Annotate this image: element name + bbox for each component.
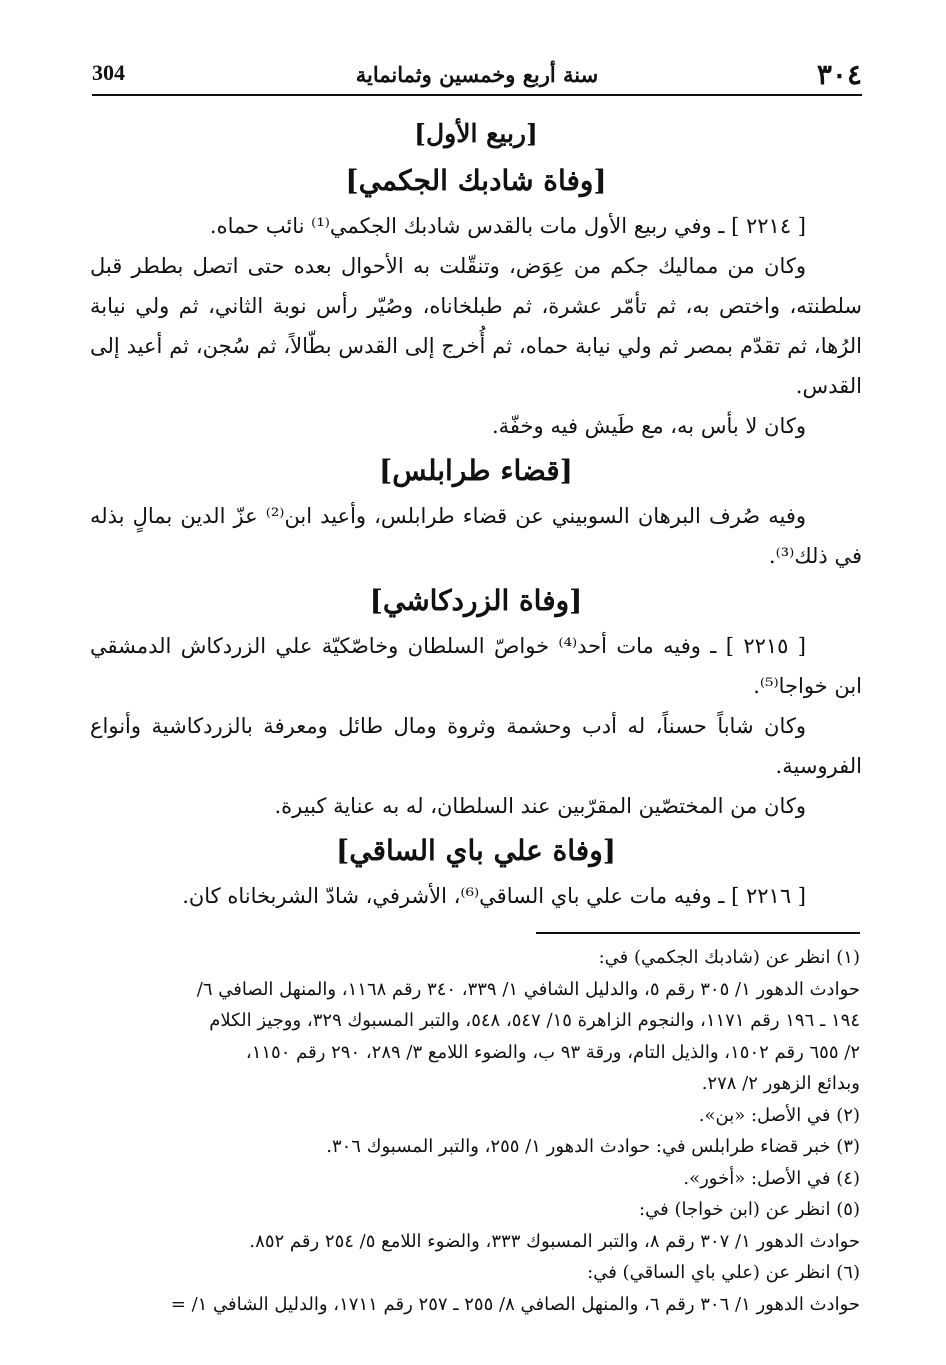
page-number-arabic: ٣٠٤ <box>816 58 862 91</box>
paragraph: [ ٢٢١٦ ] ـ وفيه مات علي باي الساقي⁽⁶⁾، الأشرفي، شادّ الشربخاناه كان. <box>182 884 806 908</box>
footnote-line: (٢) في الأصل: «بن». <box>698 1104 860 1126</box>
section-heading: [وفاة شادبك الجكمي] <box>345 164 607 197</box>
section-heading: [وفاة علي باي الساقي] <box>336 834 616 867</box>
footnote-line: حوادث الدهور ١/ ٣٠٦ رقم ٦، والمنهل الصافي ٨/ ٢٥٥ ـ ٢٥٧ رقم ١٧١١، والدليل الشافي ١/ = <box>170 1293 860 1315</box>
footnote-line: (٦) انظر عن (علي باي الساقي) في: <box>587 1262 860 1283</box>
paragraph: وكان شاباً حسناً، له أدب وحشمة وثروة ومال طائل ومعرفة بالزردكاشية وأنواع الفروسية. <box>90 714 862 778</box>
footnote-line: حوادث الدهور ١/ ٣٠٥ رقم ٥، والدليل الشافي ١/ ٣٣٩، ٣٤٠ رقم ١١٦٨، والمنهل الصافي ٦/ <box>196 978 860 1000</box>
section-heading: [وفاة الزردكاشي] <box>369 584 583 617</box>
paragraph: [ ٢٢١٥ ] ـ وفيه مات أحد⁽⁴⁾ خواصّ السلطان وخاصّكيّة علي الزردكاش الدمشقي ابن خواجا⁽⁵⁾. <box>90 634 862 698</box>
paragraph: وكان من المختصّين المقرّبين عند السلطان، له به عناية كبيرة. <box>274 794 806 818</box>
running-title: سنة أربع وخمسين وثمانماية <box>355 62 599 87</box>
footnote-line: (٤) في الأصل: «أخور». <box>683 1167 860 1189</box>
footnote-line: ٢/ ٦٥٥ رقم ١٥٠٢، والذيل التام، ورقة ٩٣ ب، والضوء اللامع ٣/ ٢٨٩، ٢٩٠ رقم ١١٥٠، <box>245 1041 860 1063</box>
paragraph: [ ٢٢١٤ ] ـ وفي ربيع الأول مات بالقدس شادبك الجكمي⁽¹⁾ نائب حماه. <box>209 214 806 238</box>
month-heading: [ربيع الأول] <box>414 119 538 148</box>
footnote-line: ١٩٤ ـ ١٩٦ رقم ١١٧١، والنجوم الزاهرة ١٥/ ٥٤٧، ٥٤٨، والتبر المسبوك ٣٢٩، ووجيز الكلام <box>209 1010 860 1031</box>
main-text <box>90 112 862 916</box>
section-heading: [قضاء طرابلس] <box>379 454 573 487</box>
paragraph: وكان لا بأس به، مع طَيش فيه وخفّة. <box>492 414 806 438</box>
page-header <box>92 56 862 96</box>
footnotes <box>60 942 860 1320</box>
paragraph: وكان من مماليك جكم من عِوَض، وتنقّلت به الأحوال بعده حتى اتصل بططر قبل سلطنته، واختص به، ثم تأمّر عشرة، ثم طبلخاناه، وصُيّر رأس نوبة الثاني، ثم ولي نيابة الرُها، ثم تقدّم بمصر ثم ولي نيابة حماه، ثم أُخرج إلى القدس بطّالاً، ثم سُجن، ثم أعيد إلى القدس. <box>90 254 862 398</box>
footnote-line: (٣) خبر قضاء طرابلس في: حوادث الدهور ١/ ٢٥٥، والتبر المسبوك ٣٠٦. <box>326 1136 860 1157</box>
paragraph: وفيه صُرف البرهان السوبيني عن قضاء طرابلس، وأعيد ابن⁽²⁾ عزّ الدين بمالٍ بذله في ذلك⁽³⁾. <box>90 504 862 568</box>
footnote-line: وبدائع الزهور ٢/ ٢٧٨. <box>701 1073 860 1094</box>
footnote-line: حوادث الدهور ١/ ٣٠٧ رقم ٨، والتبر المسبوك ٣٣٣، والضوء اللامع ٥/ ٢٥٤ رقم ٨٥٢. <box>249 1230 860 1252</box>
footnote-separator <box>536 932 860 934</box>
footnote-line: (٥) انظر عن (ابن خواجا) في: <box>639 1199 860 1220</box>
page-number-latin: 304 <box>92 60 125 85</box>
footnote-line: (١) انظر عن (شادبك الجكمي) في: <box>598 947 860 968</box>
